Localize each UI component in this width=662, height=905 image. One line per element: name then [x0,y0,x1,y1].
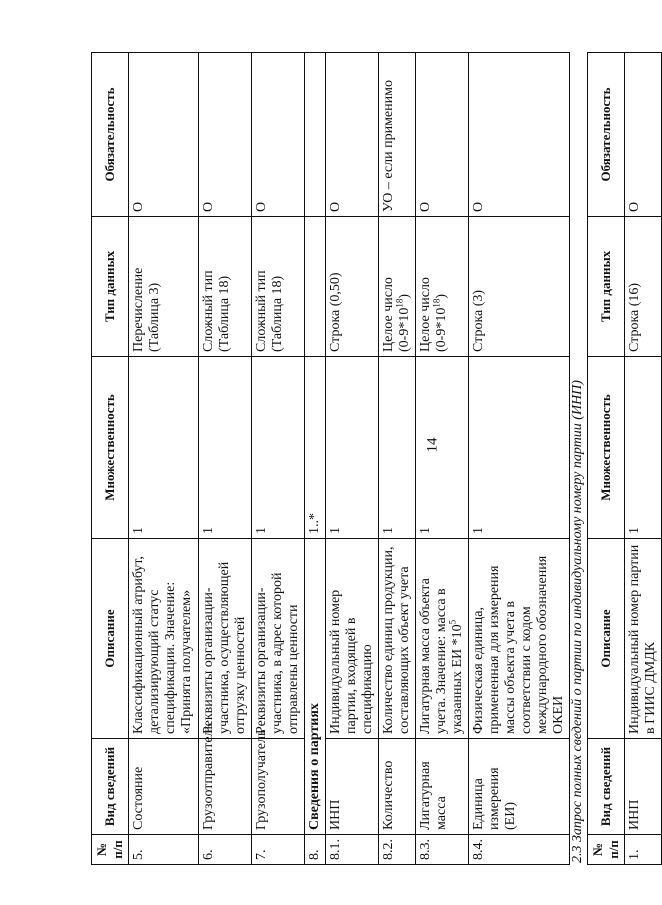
col-header-num: № п/п [588,835,625,865]
cell-multiplicity: 1 [469,357,570,539]
datatype-range: (0-9*10 [434,307,449,352]
description-exponent: 5 [447,619,458,625]
cell-description: Реквизиты организации-участника, в адрес которой отправлены ценности [252,539,305,739]
rotated-page-content [91,45,658,865]
cell-kind: Количество [379,739,416,835]
datatype-exponent: 18 [394,298,405,308]
cell-datatype: Строка (16) [625,217,662,357]
datatype-exponent: 18 [431,298,442,308]
cell-datatype: Строка (3) [469,217,570,357]
table-row [469,53,570,865]
cell-num: 8.1. [326,835,379,865]
cell-num: 8. [305,835,326,865]
col-header-description: Описание [92,539,129,739]
cell-multiplicity: 1 [199,357,252,539]
cell-description: Индивидуальный номер партии в ГИИС ДМДК [625,539,662,739]
table-row [416,53,469,865]
col-header-kind: Вид сведений [92,739,129,835]
table-row [326,53,379,865]
datatype-text: Целое число [418,277,433,352]
cell-required: О [252,53,305,217]
cell-kind: ИНП [326,739,379,835]
col-header-required: Обязательность [92,53,129,217]
cell-datatype [305,217,326,357]
cell-num: 7. [252,835,305,865]
datatype-text: Целое число [381,277,396,352]
table-row [252,53,305,865]
cell-required: УО – если применимо [379,53,416,217]
datatype-range-close: ) [434,294,449,299]
cell-datatype [416,217,469,357]
cell-required: О [469,53,570,217]
cell-multiplicity: 1 [326,357,379,539]
cell-datatype: Сложный тип (Таблица 18) [199,217,252,357]
section-caption: 2.3 Запрос полных сведений о партии по индивидуальному номеру партии (ИНП) [570,380,585,863]
cell-datatype: Перечисление (Таблица 3) [129,217,199,357]
cell-multiplicity: 1 [129,357,199,539]
cell-datatype: Строка (0,50) [326,217,379,357]
col-header-required: Обязательность [588,53,625,217]
cell-datatype: Сложный тип (Таблица 18) [252,217,305,357]
table-header-row [588,53,625,865]
table-row [199,53,252,865]
table-section-row [305,53,326,865]
page-number: 14 [424,437,441,453]
cell-required: О [199,53,252,217]
datatype-range-close: ) [397,294,412,299]
cell-multiplicity: 1 [252,357,305,539]
col-header-description: Описание [588,539,625,739]
section-title: Сведения о партиях [305,539,326,835]
cell-description: Количество единиц продукции, составляющих объект учета [379,539,416,739]
col-header-datatype: Тип данных [92,217,129,357]
cell-required: О [625,53,662,217]
cell-multiplicity: 1 [625,357,662,539]
col-header-multiplicity: Множественность [588,357,625,539]
table-row [625,53,662,865]
cell-description: Классификационный атрибут, детализирующий статус спецификации. Значение: «Принята получателем» [129,539,199,739]
cell-num: 5. [129,835,199,865]
cell-kind: Грузоотправитель [199,739,252,835]
cell-kind: Грузополучатель [252,739,305,835]
cell-num: 8.3. [416,835,469,865]
cell-kind: Лигатурная масса [416,739,469,835]
spec-table [91,52,570,865]
cell-description: Индивидуальный номер партии, входящей в спецификацию [326,539,379,739]
cell-required: О [326,53,379,217]
cell-multiplicity: 1 [416,357,469,539]
col-header-num: № п/п [92,835,129,865]
cell-num: 6. [199,835,252,865]
cell-kind: Состояние [129,739,199,835]
cell-num: 8.2. [379,835,416,865]
table-row [129,53,199,865]
description-text: Лигатурная масса объекта учета. Значение: масса в указанных ЕИ *10 [418,578,465,734]
datatype-range: (0-9*10 [397,307,412,352]
cell-num: 8.4. [469,835,570,865]
cell-num: 1. [625,835,662,865]
table-header-row [92,53,129,865]
cell-description [416,539,469,739]
cell-multiplicity: 1 [379,357,416,539]
cell-description: Физическая единица, примененная для измерения массы объекта учета в соответствии с кодом международного обозначения ОКЕИ [469,539,570,739]
table-row [379,53,416,865]
cell-description: Реквизиты организации-участника, осуществляющей отгрузку ценностей [199,539,252,739]
request-table [587,52,662,865]
cell-datatype [379,217,416,357]
cell-required: О [129,53,199,217]
cell-kind: ИНП [625,739,662,835]
col-header-kind: Вид сведений [588,739,625,835]
col-header-datatype: Тип данных [588,217,625,357]
col-header-multiplicity: Множественность [92,357,129,539]
cell-multiplicity: 1..* [305,357,326,539]
cell-required: О [416,53,469,217]
cell-required [305,53,326,217]
cell-kind: Единица измерения (ЕИ) [469,739,570,835]
